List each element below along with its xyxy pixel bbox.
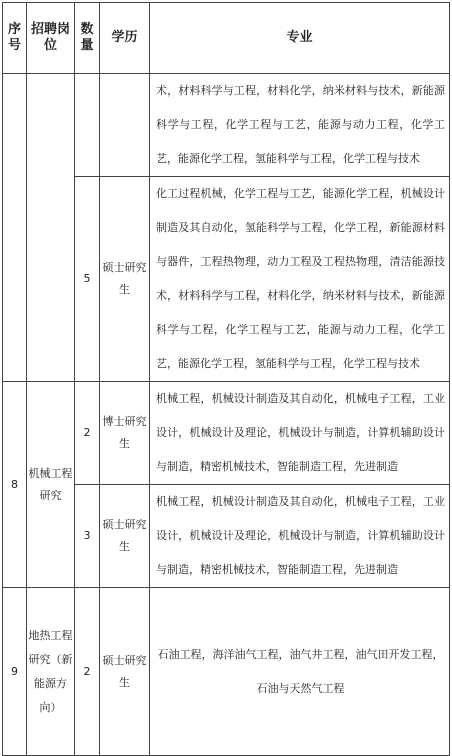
row-education-cell: 硕士研究生 — [100, 177, 150, 382]
header-index: 序号 — [3, 3, 27, 74]
header-major: 专业 — [150, 3, 450, 74]
row-count-cell: 2 — [75, 382, 100, 485]
row-index-cell: 8 — [3, 382, 27, 588]
table-row — [3, 382, 450, 485]
row-count-cell — [75, 74, 100, 177]
row-education-cell: 博士研究生 — [100, 382, 150, 485]
row-position-cell — [27, 74, 75, 382]
row-education-cell: 硕士研究生 — [100, 485, 150, 588]
row-education-cell — [100, 74, 150, 177]
recruitment-table — [2, 2, 450, 756]
row-major-cell: 机械工程，机械设计制造及其自动化，机械电子工程，工业设计，机械设计及理论，机械设计与制造，计算机辅助设计与制造，精密机械技术，智能制造工程，先进制造 — [150, 382, 450, 485]
row-index-cell: 9 — [3, 588, 27, 756]
row-count-cell: 3 — [75, 485, 100, 588]
row-major-cell: 机械工程，机械设计制造及其自动化，机械电子工程，工业设计，机械设计及理论，机械设计与制造，计算机辅助设计与制造，精密机械技术，智能制造工程，先进制造 — [150, 485, 450, 588]
header-row — [3, 3, 450, 74]
row-count-cell: 2 — [75, 588, 100, 756]
header-education: 学历 — [100, 3, 150, 74]
table-row — [3, 588, 450, 756]
table-row — [3, 74, 450, 177]
major-line: 石油工程，海洋油气工程，油气井工程，油气田开发工程， — [157, 647, 444, 661]
row-count-cell: 5 — [75, 177, 100, 382]
row-position-cell: 机械工程研究 — [27, 382, 75, 588]
row-education-cell: 硕士研究生 — [100, 588, 150, 756]
row-major-cell: 术，材料科学与工程，材料化学，纳米材料与技术，新能源科学与工程，化学工程与工艺，能源与动力工程，化学工艺，能源化学工程，氢能科学与工程，化学工程与技术 — [150, 74, 450, 177]
major-line: 石油与天然气工程 — [256, 681, 345, 695]
row-major-cell: 化工过程机械，化学工程与工艺，能源化学工程，机械设计制造及其自动化，氢能科学与工程，化学工程，新能源材料与器件，工程热物理，动力工程及工程热物理，清洁能源技术，材料科学与工程，材料化学，纳米材料与技术，新能源科学与工程，化学工程与工艺，能源与动力工程，化学工艺，能源化学工程，氢能科学与工程，化学工程与技术 — [150, 177, 450, 382]
row-major-cell — [150, 588, 450, 756]
row-position-cell: 地热工程研究（新能源方向） — [27, 588, 75, 756]
header-position: 招聘岗位 — [27, 3, 75, 74]
row-index-cell — [3, 74, 27, 382]
header-count: 数量 — [75, 3, 100, 74]
